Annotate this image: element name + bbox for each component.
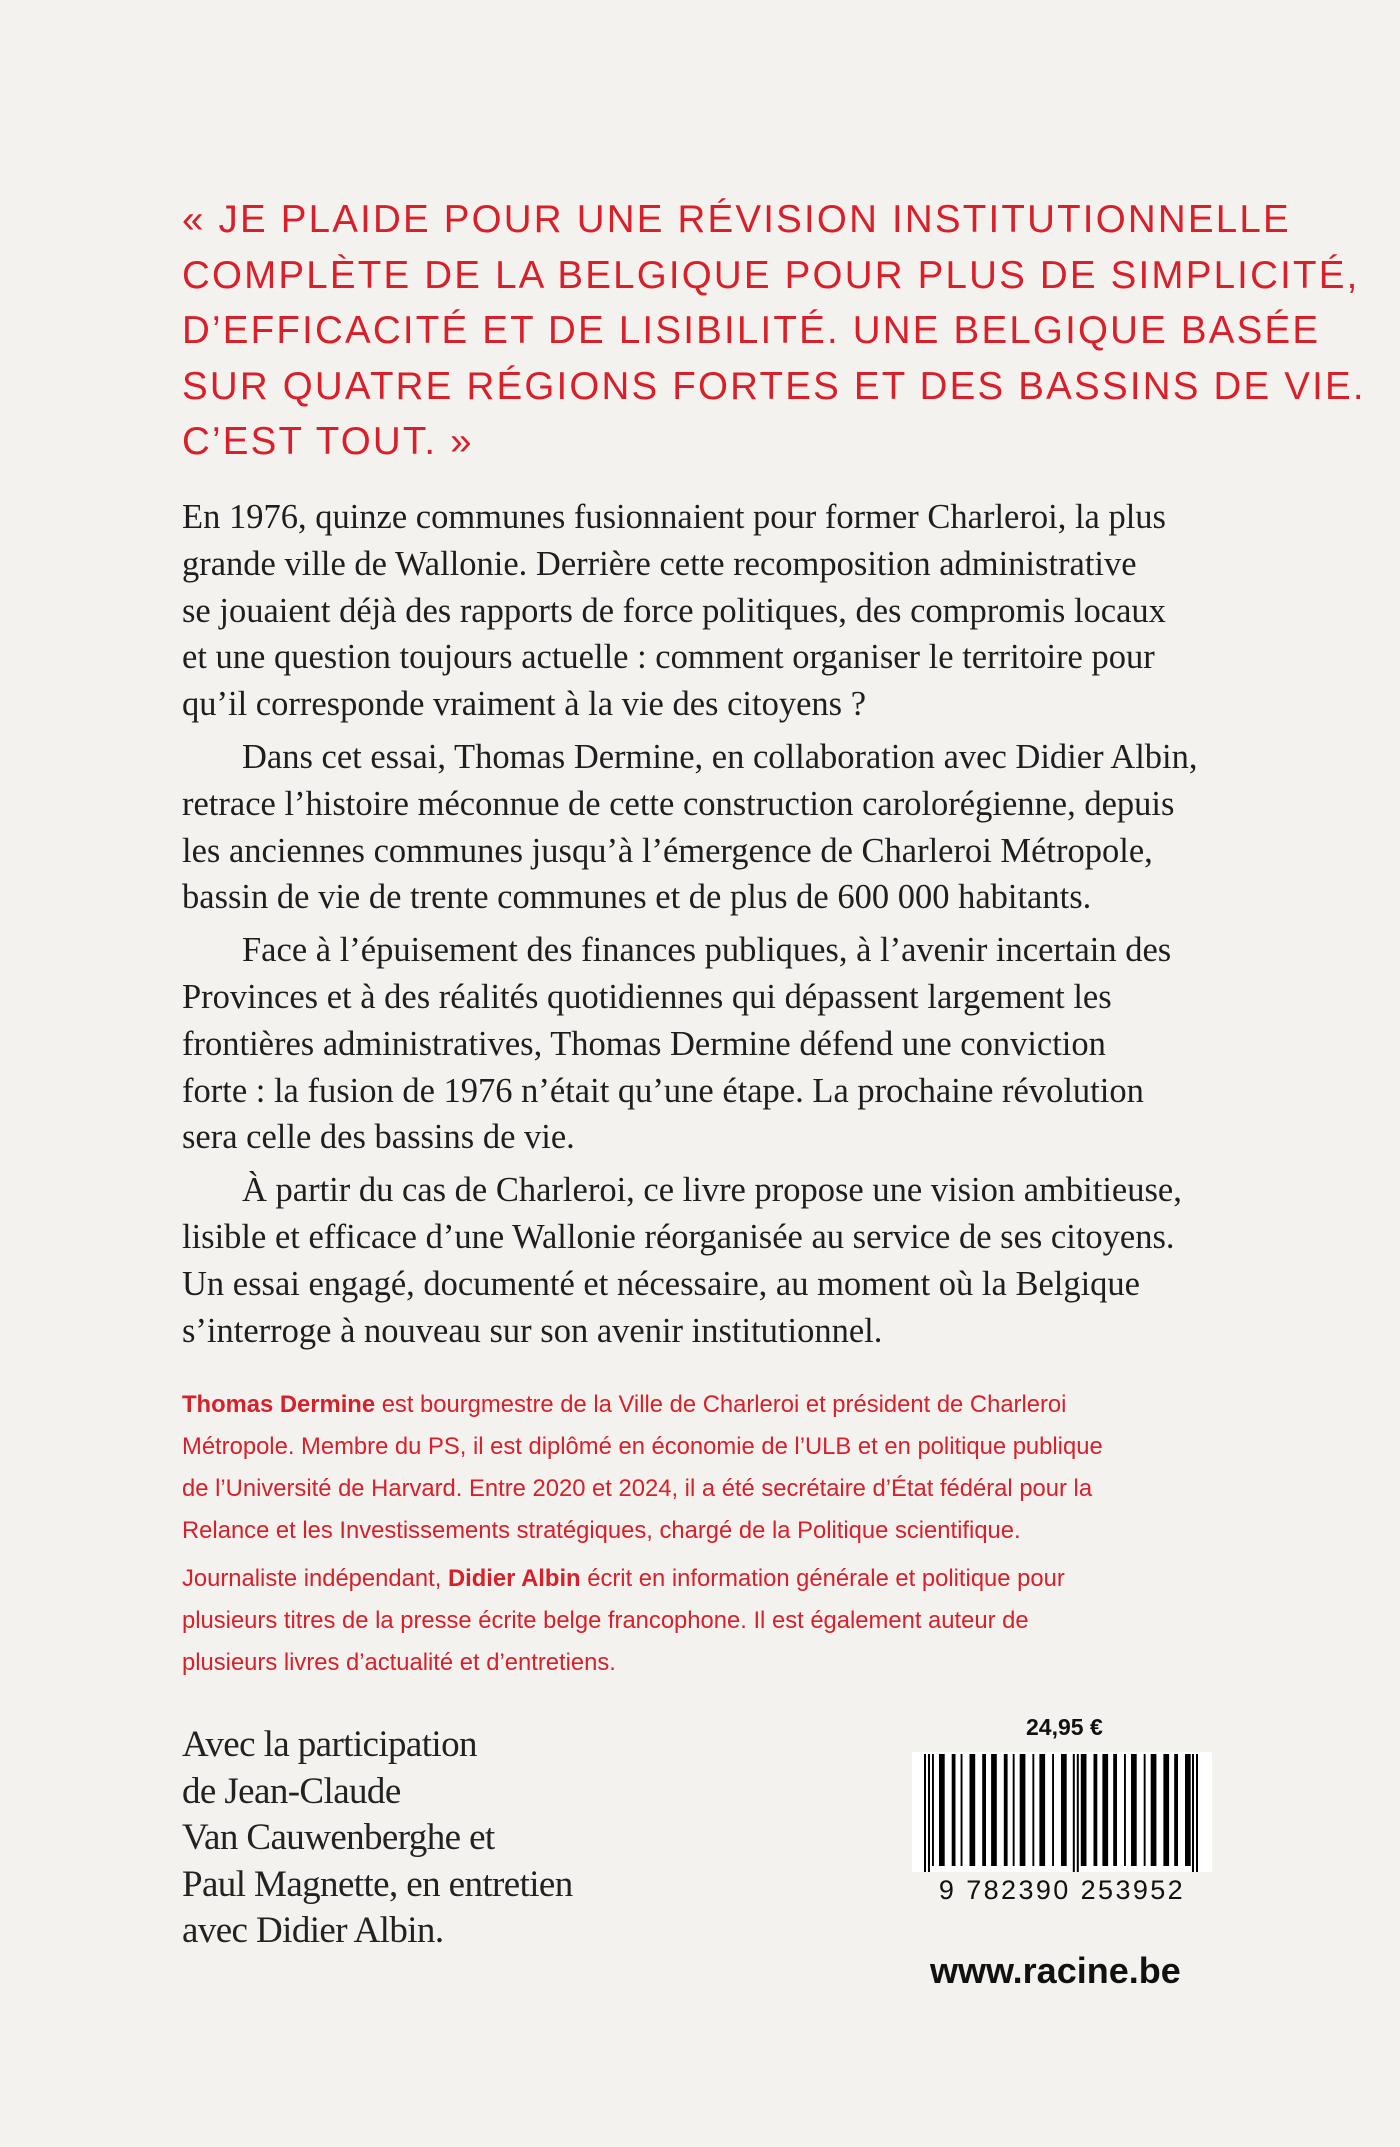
barcode-bars <box>922 1754 1202 1872</box>
author-bios <box>182 1384 1222 1690</box>
back-cover-quote <box>182 192 1366 470</box>
quote-line: COMPLÈTE DE LA BELGIQUE POUR PLUS DE SIMPLICITÉ, <box>182 253 1360 297</box>
bio-line: de l’Université de Harvard. Entre 2020 et 2024, il a été secrétaire d’État fédéral pour la <box>182 1475 1093 1502</box>
bio-text: Journaliste indépendant, <box>182 1565 448 1592</box>
summary-line: les anciennes communes jusqu’à l’émergence de Charleroi Métropole, <box>182 831 1153 870</box>
bio-line: plusieurs titres de la presse écrite belge francophone. Il est également auteur de <box>182 1607 1029 1634</box>
isbn-number: 9 782390 253952 <box>938 1875 1186 1905</box>
quote-line: « JE PLAIDE POUR UNE RÉVISION INSTITUTIONNELLE <box>182 198 1291 241</box>
summary-paragraph <box>182 494 1222 728</box>
participation-line: avec Didier Albin. <box>182 1910 444 1951</box>
summary-line: se jouaient déjà des rapports de force politiques, des compromis locaux <box>182 591 1166 630</box>
barcode <box>912 1752 1212 1872</box>
bio-line: plusieurs livres d’actualité et d’entretiens. <box>182 1649 616 1676</box>
summary-line: retrace l’histoire méconnue de cette construction carolorégienne, depuis <box>182 784 1175 823</box>
quote-line: C’EST TOUT. » <box>182 420 474 463</box>
bio-line: Relance et les Investissements stratégiques, chargé de la Politique scientifique. <box>182 1517 1021 1544</box>
summary-paragraph <box>182 1167 1222 1354</box>
summary-line: sera celle des bassins de vie. <box>182 1118 575 1157</box>
bio-dermine <box>182 1384 1222 1552</box>
price-label: 24,95 € <box>1026 1714 1103 1740</box>
summary-line: bassin de vie de trente communes et de plus de 600 000 habitants. <box>182 878 1092 917</box>
participation-line: Van Cauwenberghe et <box>182 1817 495 1858</box>
summary-line: grande ville de Wallonie. Derrière cette recomposition administrative <box>182 544 1137 583</box>
quote-line: SUR QUATRE RÉGIONS FORTES ET DES BASSINS DE VIE. <box>182 364 1366 408</box>
book-summary <box>182 494 1222 1360</box>
bio-line: Métropole. Membre du PS, il est diplômé en économie de l’ULB et en politique publique <box>182 1433 1103 1460</box>
summary-line: Face à l’épuisement des finances publiques, à l’avenir incertain des <box>242 931 1172 970</box>
author-name: Didier Albin <box>447 1565 581 1592</box>
bio-albin <box>182 1558 1222 1684</box>
participation-note <box>182 1722 742 1955</box>
participation-line: Avec la participation <box>182 1724 477 1765</box>
author-name: Thomas Dermine <box>182 1391 376 1418</box>
participation-line: de Jean-Claude <box>182 1770 401 1812</box>
bio-text: est bourgmestre de la Ville de Charleroi et président de Charleroi <box>375 1391 1067 1418</box>
bio-line <box>182 1558 1222 1600</box>
summary-paragraph <box>182 734 1222 921</box>
summary-line: Provinces et à des réalités quotidiennes qui dépassent largement les <box>182 977 1112 1016</box>
summary-line: frontières administratives, Thomas Dermine défend une conviction <box>182 1024 1106 1063</box>
summary-line: s’interroge à nouveau sur son avenir institutionnel. <box>182 1311 883 1350</box>
quote-line: D’EFFICACITÉ ET DE LISIBILITÉ. UNE BELGIQUE BASÉE <box>182 309 1321 352</box>
bio-line <box>182 1384 1222 1426</box>
bio-text: écrit en information générale et politique pour <box>580 1565 1065 1592</box>
summary-line: et une question toujours actuelle : comment organiser le territoire pour <box>182 638 1155 677</box>
summary-line: qu’il corresponde vraiment à la vie des citoyens ? <box>182 685 867 724</box>
summary-line: Un essai engagé, documenté et nécessaire, au moment où la Belgique <box>182 1264 1140 1303</box>
summary-paragraph <box>182 927 1222 1161</box>
publisher-website: www.racine.be <box>930 1950 1181 1991</box>
summary-line: À partir du cas de Charleroi, ce livre propose une vision ambitieuse, <box>242 1171 1182 1210</box>
summary-line: lisible et efficace d’une Wallonie réorganisée au service de ses citoyens. <box>182 1217 1175 1256</box>
summary-line: En 1976, quinze communes fusionnaient pour former Charleroi, la plus <box>182 498 1166 536</box>
summary-line: forte : la fusion de 1976 n’était qu’une étape. La prochaine révolution <box>182 1071 1144 1110</box>
participation-line: Paul Magnette, en entretien <box>182 1863 573 1905</box>
summary-line: Dans cet essai, Thomas Dermine, en collaboration avec Didier Albin, <box>242 737 1198 776</box>
